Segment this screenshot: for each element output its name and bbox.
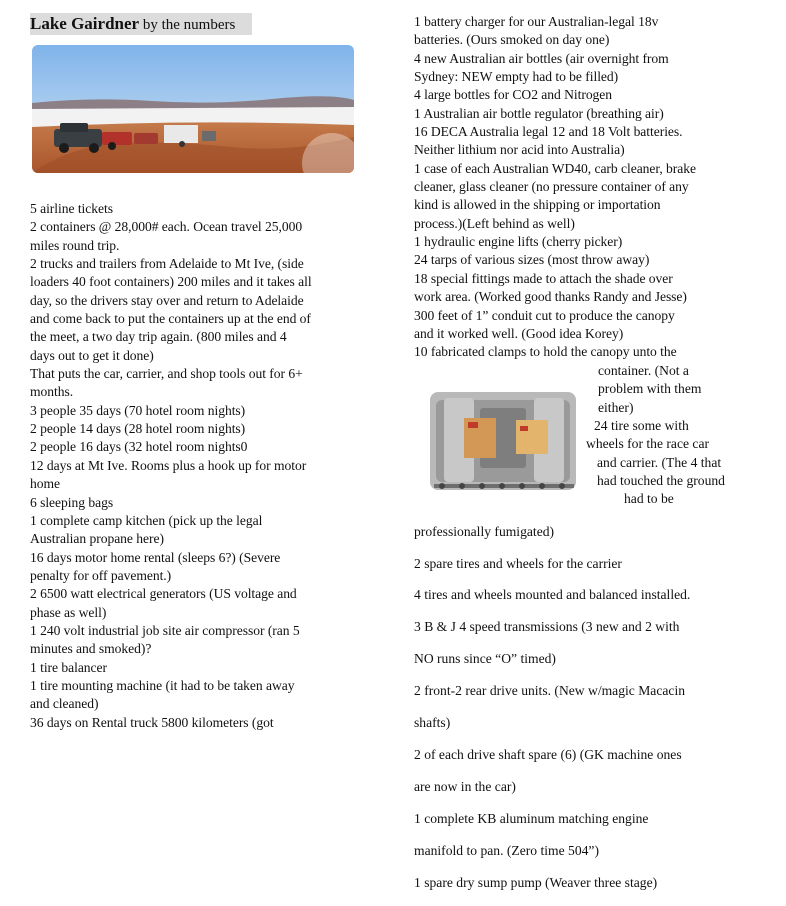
list-line: NO runs since “O” timed) [414, 651, 556, 667]
list-line: either) [598, 399, 634, 415]
lake-photo [32, 45, 354, 173]
list-line: and cleaned) [30, 696, 99, 712]
list-line: 18 special fittings made to attach the shade over [414, 270, 673, 286]
left-list [30, 200, 370, 732]
list-line: 2 containers @ 28,000# each. Ocean travel 25,000 [30, 219, 303, 235]
list-line: 4 tires and wheels mounted and balanced installed. [414, 587, 691, 603]
list-line: the meet, a two day trip again. (800 miles and 4 [30, 329, 287, 345]
right-list-bottom [414, 509, 754, 906]
title-rest: by the numbers [139, 17, 236, 33]
list-line: phase as well) [30, 604, 107, 620]
list-line: 2 front-2 rear drive units. (New w/magic Macacin [414, 683, 686, 699]
list-line: 2 6500 watt electrical generators (US voltage and [30, 586, 297, 602]
list-line: and it worked well. (Good idea Korey) [414, 325, 624, 341]
list-line: 3 B & J 4 speed transmissions (3 new and 2 with [414, 619, 680, 635]
list-line: 6 sleeping bags [30, 494, 114, 510]
list-line: 3 people 35 days (70 hotel room nights) [30, 402, 246, 418]
list-line: 1 spare dry sump pump (Weaver three stage) [414, 874, 658, 890]
list-line: wheels for the race car [586, 436, 710, 452]
list-line: 1 tire balancer [30, 659, 107, 675]
list-line: 24 tarps of various sizes (most throw away) [414, 252, 650, 268]
page-title [30, 13, 252, 35]
list-line: 300 feet of 1” conduit cut to produce the canopy [414, 307, 675, 323]
list-line: That puts the car, carrier, and shop tools out for 6+ [30, 366, 303, 382]
list-line: work area. (Worked good thanks Randy and Jesse) [414, 289, 687, 305]
list-line: kind is allowed in the shipping or importation [414, 197, 661, 213]
list-line: are now in the car) [414, 779, 516, 795]
list-line: 2 of each drive shaft spare (6) (GK machine ones [414, 747, 682, 763]
list-line: penalty for off pavement.) [30, 567, 172, 583]
list-line: container. (Not a [598, 363, 689, 378]
list-line: 1 complete KB aluminum matching engine [414, 811, 649, 827]
right-list-top [414, 13, 754, 362]
title-strong: Lake Gairdner [30, 14, 140, 33]
list-line: 4 new Australian air bottles (air overnight from [414, 50, 669, 66]
list-line: 10 fabricated clamps to hold the canopy unto the [414, 344, 677, 360]
list-line: 1 240 volt industrial job site air compressor (ran 5 [30, 622, 300, 638]
list-line: miles round trip. [30, 237, 120, 253]
list-line: 1 battery charger for our Australian-legal 18v [414, 14, 659, 29]
list-line: cleaner, glass cleaner (no pressure container of any [414, 179, 689, 195]
list-line: 2 people 16 days (32 hotel room nights0 [30, 439, 248, 455]
list-line: shafts) [414, 715, 451, 731]
list-line: 1 complete camp kitchen (pick up the legal [30, 512, 263, 528]
list-line: day, so the drivers stay over and return to Adelaide [30, 292, 304, 308]
list-line: and come back to put the containers up at the end of [30, 311, 311, 327]
list-line: days out to get it done) [30, 347, 154, 363]
list-line: 1 Australian air bottle regulator (breathing air) [414, 105, 664, 121]
list-line: 16 DECA Australia legal 12 and 18 Volt batteries. [414, 124, 683, 140]
list-line: had touched the ground [597, 473, 725, 489]
list-line: 5 airline tickets [30, 201, 113, 216]
list-line: batteries. (Ours smoked on day one) [414, 32, 610, 48]
list-line: 2 spare tires and wheels for the carrier [414, 555, 622, 571]
list-line: Neither lithium nor acid into Australia) [414, 142, 625, 158]
right-list-wrapped [414, 362, 754, 509]
list-line: Sydney: NEW empty had to be filled) [414, 69, 619, 85]
list-line: 24 tire some with [594, 418, 689, 434]
list-line: 1 tire mounting machine (it had to be taken away [30, 677, 295, 693]
list-line: and carrier. (The 4 that [597, 454, 722, 470]
list-line: 12 days at Mt Ive. Rooms plus a hook up for motor [30, 457, 307, 473]
list-line: 2 people 14 days (28 hotel room nights) [30, 421, 246, 437]
list-line: loaders 40 foot containers) 200 miles and it takes all [30, 274, 312, 290]
list-line: 4 large bottles for CO2 and Nitrogen [414, 87, 613, 103]
list-line: had to be [624, 491, 674, 507]
list-line: Australian propane here) [30, 531, 164, 547]
list-line: problem with them [598, 381, 702, 397]
list-line: process.)(Left behind as well) [414, 215, 575, 231]
list-line: 2 trucks and trailers from Adelaide to Mt Ive, (side [30, 256, 304, 272]
list-line: 36 days on Rental truck 5800 kilometers (got [30, 714, 274, 730]
list-line: minutes and smoked)? [30, 641, 152, 657]
list-line: home [30, 476, 61, 492]
list-line: 1 case of each Australian WD40, carb cleaner, brake [414, 160, 696, 176]
list-line: 16 days motor home rental (sleeps 6?) (Severe [30, 549, 281, 565]
list-line: 1 hydraulic engine lifts (cherry picker) [414, 234, 623, 250]
list-line: manifold to pan. (Zero time 504”) [414, 842, 599, 858]
list-line: months. [30, 384, 74, 400]
list-line: professionally fumigated) [414, 523, 555, 539]
